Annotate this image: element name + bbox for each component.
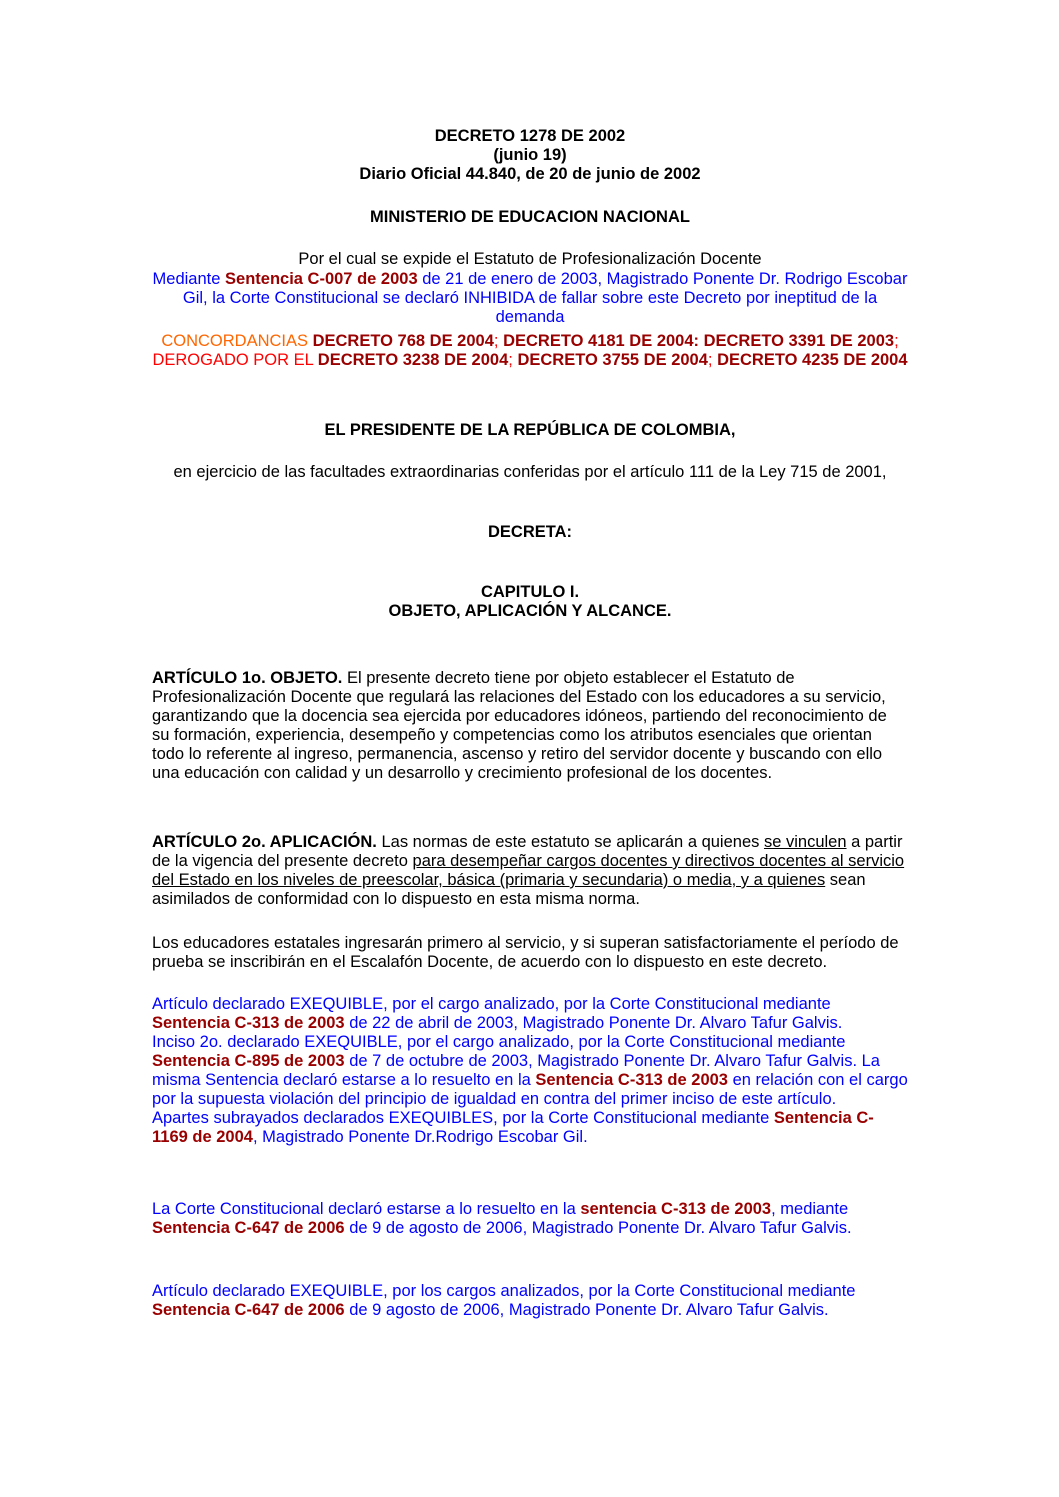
facultades-text: en ejercicio de las facultades extraordinarias conferidas por el artículo 111 de la Ley 715 de 2001, xyxy=(173,463,887,481)
jurisprudence-notes xyxy=(152,995,908,1147)
concordancias-label: CONCORDANCIAS xyxy=(161,332,313,350)
underlined-text: se vinculen xyxy=(763,833,847,851)
note-text: Artículo declarado EXEQUIBLE, por los cargos analizados, por la Corte Constitucional mediante xyxy=(152,1282,856,1300)
article-text: a partir de la vigencia del presente decreto xyxy=(152,833,903,870)
citation-link[interactable]: Sentencia C-1169 de 2004 xyxy=(152,1109,874,1146)
note-text: Mediante xyxy=(152,270,226,288)
decree-link[interactable]: DECRETO 3238 DE 2004 xyxy=(317,351,509,369)
article-2 xyxy=(152,833,908,909)
note-text: Apartes subrayados declarados EXEQUIBLES, por la Corte Constitucional mediante xyxy=(152,1109,774,1127)
decree-header xyxy=(152,127,908,184)
decree-purpose: Por el cual se expide el Estatuto de Profesionalización Docente xyxy=(298,250,762,268)
article-1 xyxy=(152,669,908,783)
note-text: de 22 de abril de 2003, Magistrado Ponente Dr. Alvaro Tafur Galvis. xyxy=(344,1014,843,1032)
decree-link[interactable]: DECRETO 768 DE 2004 xyxy=(312,332,494,350)
citation-link[interactable]: sentencia C-313 de 2003 xyxy=(580,1200,772,1218)
citation-link[interactable]: Sentencia C-313 de 2003 xyxy=(535,1071,728,1089)
article-text: El presente decreto tiene por objeto establecer el Estatuto de Profesionalización Docente que regulará las relaciones del Estado con los educadores a su servicio, garantizando que la docencia sea ejercida por educadores idóneos, partiendo del reconocimiento de su formación, experiencia, desempeño y competencias como los atributos esenciales que orientan todo lo referente al ingreso, permanencia, ascenso y retiro del servidor docente y buscando con ello una educación con calidad y un desarrollo y crecimiento profesional de los docentes. xyxy=(152,669,887,782)
decree-link[interactable]: DECRETO 4181 DE 2004: DECRETO 3391 DE 2003 xyxy=(503,332,895,350)
note-text: de 7 de octubre de 2003, Magistrado Ponente Dr. Alvaro Tafur Galvis. La misma Sentencia declaró estarse a lo resuelto en la xyxy=(152,1052,880,1089)
chapter-heading xyxy=(152,583,908,621)
derogado-label: ; DEROGADO POR EL xyxy=(152,332,899,369)
note-inhibida xyxy=(152,270,908,327)
separator: ; xyxy=(707,351,718,369)
president-heading: EL PRESIDENTE DE LA REPÚBLICA DE COLOMBIA, xyxy=(324,421,736,439)
note-text: , Magistrado Ponente Dr.Rodrigo Escobar Gil. xyxy=(252,1128,588,1146)
decree-title: DECRETO 1278 DE 2002 xyxy=(434,127,626,145)
note-text: La Corte Constitucional declaró estarse a lo resuelto en la xyxy=(152,1200,581,1218)
note-2 xyxy=(152,1033,908,1109)
citation-link[interactable]: Sentencia C-007 de 2003 xyxy=(225,270,418,288)
note-1 xyxy=(152,995,908,1033)
decree-link[interactable]: DECRETO 3755 DE 2004 xyxy=(517,351,708,369)
article-text: sean asimilados de conformidad con lo dispuesto en esta misma norma. xyxy=(152,871,866,908)
note-text: Artículo declarado EXEQUIBLE, por el cargo analizado, por la Corte Constitucional mediante xyxy=(152,995,831,1013)
article-heading: ARTÍCULO 2o. APLICACIÓN. xyxy=(152,833,377,851)
note-text: de 21 de enero de 2003, Magistrado Ponente Dr. Rodrigo Escobar Gil, la Corte Constitucional se declaró INHIBIDA de fallar sobre este Decreto por ineptitud de la demanda xyxy=(182,270,908,326)
decree-date: (junio 19) xyxy=(493,146,567,164)
chapter-title: OBJETO, APLICACIÓN Y ALCANCE. xyxy=(388,602,672,620)
decree-link[interactable]: DECRETO 4235 DE 2004 xyxy=(717,351,908,369)
citation-link[interactable]: Sentencia C-313 de 2003 xyxy=(152,1014,345,1032)
citation-link[interactable]: Sentencia C-647 de 2006 xyxy=(152,1219,345,1237)
note-4 xyxy=(152,1200,908,1238)
citation-link[interactable]: Sentencia C-647 de 2006 xyxy=(152,1301,345,1319)
note-text: de 9 agosto de 2006, Magistrado Ponente Dr. Alvaro Tafur Galvis. xyxy=(344,1301,829,1319)
note-5 xyxy=(152,1282,908,1320)
note-3 xyxy=(152,1109,908,1147)
note-text: Inciso 2o. declarado EXEQUIBLE, por el cargo analizado, por la Corte Constitucional mediante xyxy=(152,1033,846,1051)
citation-link[interactable]: Sentencia C-895 de 2003 xyxy=(152,1052,345,1070)
underlined-text: para desempeñar cargos docentes y directivos docentes al servicio del Estado en los niveles de preescolar, básica (primaria y secundaria) o media, y a quienes xyxy=(152,852,905,889)
note-text: en relación con el cargo por la supuesta violación del principio de igualdad en contra del primer inciso de este artículo. xyxy=(152,1071,908,1108)
article-heading: ARTÍCULO 1o. OBJETO. xyxy=(152,669,343,687)
concordancias xyxy=(152,332,908,370)
separator: ; xyxy=(508,351,518,369)
ministry-name: MINISTERIO DE EDUCACION NACIONAL xyxy=(370,208,690,226)
article-text: Las normas de este estatuto se aplicarán a quienes xyxy=(376,833,764,851)
diario-oficial: Diario Oficial 44.840, de 20 de junio de 2002 xyxy=(359,165,701,183)
note-text: de 9 de agosto de 2006, Magistrado Ponente Dr. Alvaro Tafur Galvis. xyxy=(344,1219,852,1237)
article-2-inciso-2: Los educadores estatales ingresarán primero al servicio, y si superan satisfactoriamente el período de prueba se inscribirán en el Escalafón Docente, de acuerdo con lo dispuesto en este decreto. xyxy=(152,934,899,971)
separator: ; xyxy=(493,332,504,350)
note-text: , mediante xyxy=(771,1200,849,1218)
decreta-heading: DECRETA: xyxy=(487,523,573,541)
chapter-number: CAPITULO I. xyxy=(480,583,580,601)
